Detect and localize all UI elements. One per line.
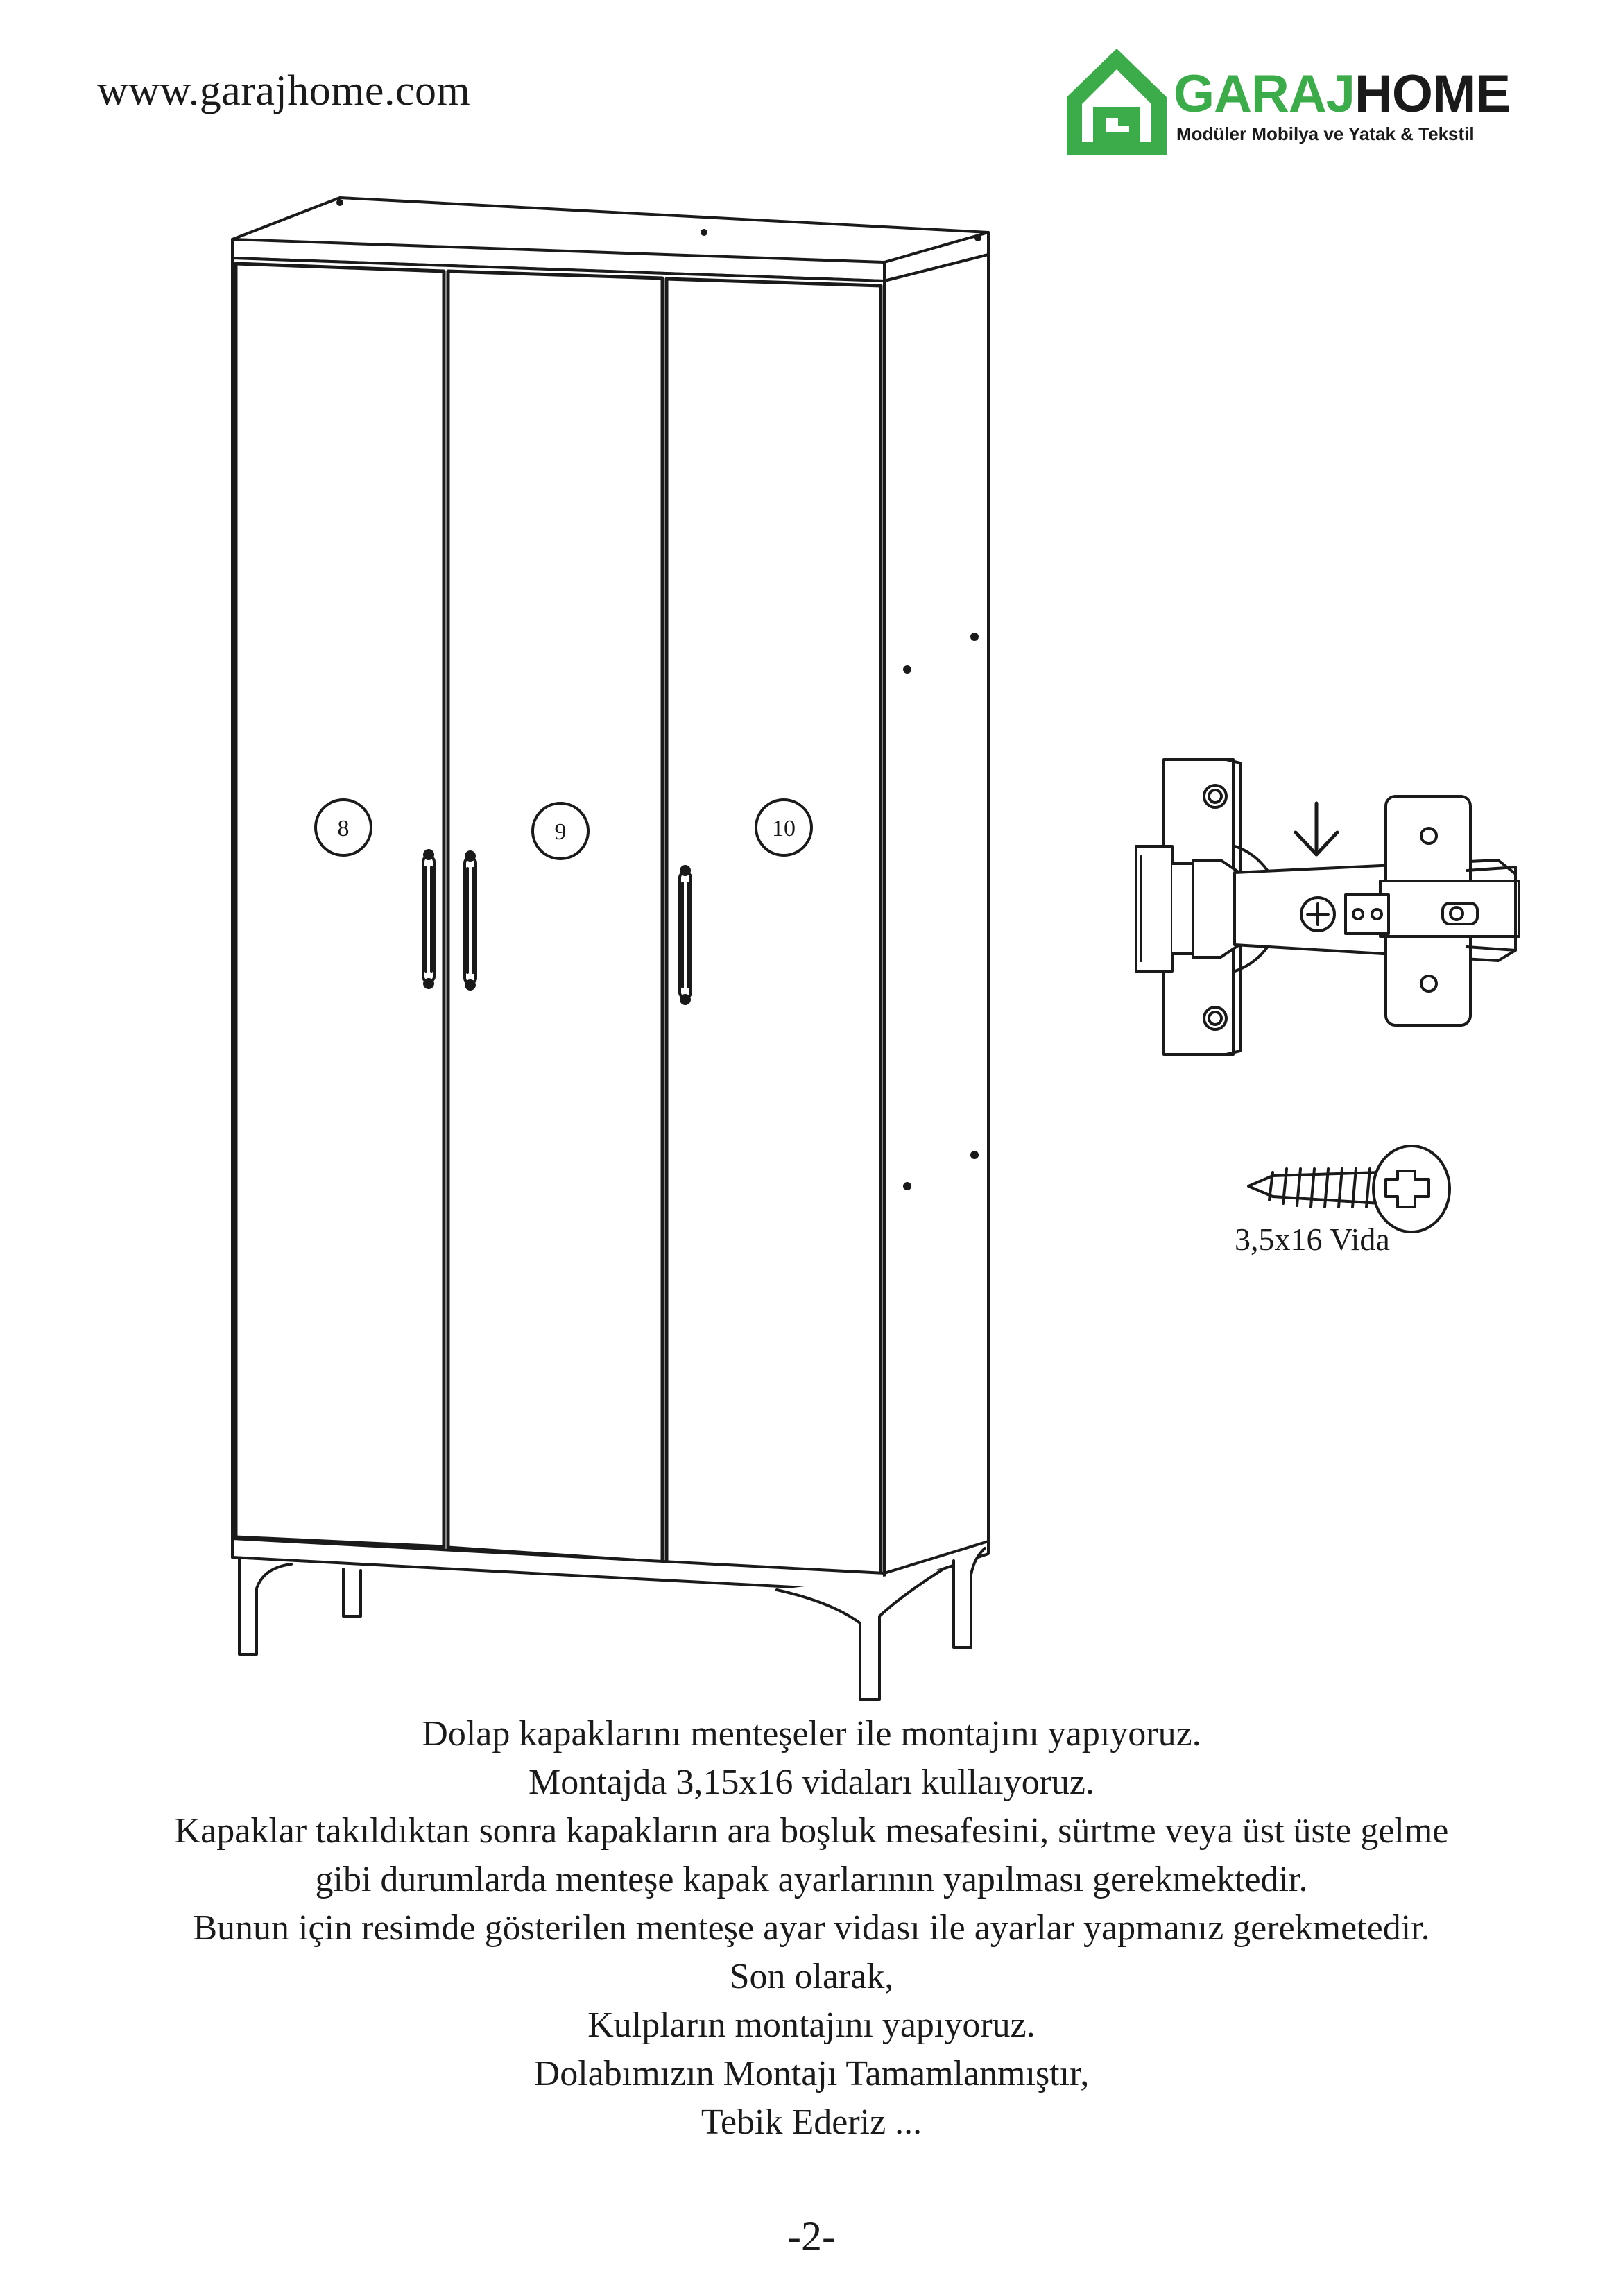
instruction-line: gibi durumlarda menteşe kapak ayarlarının yapılması gerekmektedir. bbox=[315, 1860, 1308, 1899]
instruction-line: Montajda 3,15x16 vidaları kullaıyoruz. bbox=[529, 1763, 1094, 1802]
door-handle bbox=[465, 852, 476, 989]
door-label-9 bbox=[533, 803, 588, 859]
brand-name-dark: HOME bbox=[1355, 65, 1511, 123]
door-label-10 bbox=[756, 800, 812, 855]
door-label-text: 9 bbox=[554, 819, 567, 845]
wardrobe-drawing bbox=[232, 198, 988, 1699]
instruction-line: Bunun için resimde gösterilen menteşe ayar vidası ile ayarlar yapmanız gerekmetedir. bbox=[193, 1908, 1430, 1948]
brand-name-green: GARAJ bbox=[1174, 65, 1355, 123]
door-label-text: 8 bbox=[337, 816, 350, 841]
screw-caption: 3,5x16 Vida bbox=[1235, 1222, 1390, 1257]
instruction-line: Son olarak, bbox=[729, 1957, 894, 1996]
brand-tagline: Modüler Mobilya ve Yatak & Tekstil bbox=[1176, 123, 1475, 144]
hinge-icon bbox=[1136, 760, 1519, 1054]
screw-icon bbox=[1248, 1146, 1450, 1232]
instructions-text bbox=[42, 1710, 1581, 2147]
door-handle bbox=[423, 850, 434, 988]
instruction-line: Kapaklar takıldıktan sonra kapakların ara boşluk mesafesini, sürtme veya üst üste gelme bbox=[174, 1811, 1449, 1851]
instruction-line: Kulpların montajını yapıyoruz. bbox=[587, 2005, 1036, 2045]
website-url: www.garajhome.com bbox=[97, 67, 471, 114]
instruction-line: Tebik Ederiz ... bbox=[701, 2102, 922, 2142]
door-handle bbox=[680, 866, 691, 1004]
instruction-line: Dolabımızın Montajı Tamamlanmıştır, bbox=[533, 2054, 1090, 2093]
page-number: -2- bbox=[787, 2213, 836, 2259]
instruction-line: Dolap kapaklarını menteşeler ile montajını yapıyoruz. bbox=[422, 1714, 1201, 1754]
door-label-text: 10 bbox=[772, 816, 796, 841]
door-label-8 bbox=[316, 800, 371, 855]
arrow-down-icon bbox=[1296, 803, 1337, 855]
